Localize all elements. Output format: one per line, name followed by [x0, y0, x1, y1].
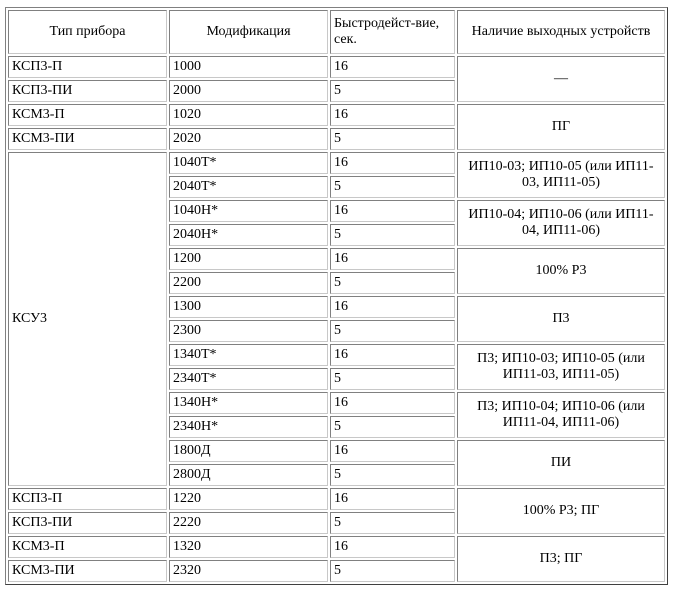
modification-cell: 1200 [169, 248, 328, 270]
speed-cell: 16 [330, 392, 455, 414]
output-devices-cell: ИП10-04; ИП10-06 (или ИП11-04, ИП11-06) [457, 200, 665, 246]
speed-cell: 5 [330, 560, 455, 582]
modification-cell: 2800Д [169, 464, 328, 486]
output-devices-cell: П3; ИП10-03; ИП10-05 (или ИП11-03, ИП11-05) [457, 344, 665, 390]
device-type-cell: КСП3-ПИ [8, 80, 167, 102]
speed-cell: 5 [330, 416, 455, 438]
speed-cell: 16 [330, 152, 455, 174]
device-type-cell: КСП3-П [8, 56, 167, 78]
modification-cell: 1220 [169, 488, 328, 510]
speed-cell: 16 [330, 536, 455, 558]
device-type-cell: КСМ3-ПИ [8, 560, 167, 582]
modification-cell: 2300 [169, 320, 328, 342]
device-type-cell: КСП3-ПИ [8, 512, 167, 534]
modification-cell: 2040Т* [169, 176, 328, 198]
output-devices-cell: П3 [457, 296, 665, 342]
speed-cell: 5 [330, 128, 455, 150]
speed-cell: 5 [330, 368, 455, 390]
table-row [8, 104, 665, 126]
speed-cell: 16 [330, 104, 455, 126]
modification-cell: 2340Н* [169, 416, 328, 438]
modification-cell: 1040Н* [169, 200, 328, 222]
output-devices-cell: — [457, 56, 665, 102]
output-devices-cell: ПИ [457, 440, 665, 486]
modification-cell: 2200 [169, 272, 328, 294]
modification-cell: 2020 [169, 128, 328, 150]
speed-cell: 16 [330, 488, 455, 510]
output-devices-cell: 100% Р3 [457, 248, 665, 294]
modification-cell: 2340Т* [169, 368, 328, 390]
modification-cell: 1000 [169, 56, 328, 78]
modification-cell: 1320 [169, 536, 328, 558]
header-row [8, 10, 665, 54]
speed-cell: 16 [330, 56, 455, 78]
device-spec-table [5, 7, 668, 585]
modification-cell: 2220 [169, 512, 328, 534]
modification-cell: 2040Н* [169, 224, 328, 246]
modification-cell: 1300 [169, 296, 328, 318]
header-device-type: Тип прибора [8, 10, 167, 54]
device-type-cell: КСП3-П [8, 488, 167, 510]
device-type-cell: КСМ3-П [8, 536, 167, 558]
speed-cell: 16 [330, 344, 455, 366]
output-devices-cell: П3; ИП10-04; ИП10-06 (или ИП11-04, ИП11-06) [457, 392, 665, 438]
output-devices-cell: П3; ПГ [457, 536, 665, 582]
device-type-cell: КСУ3 [8, 152, 167, 486]
speed-cell: 16 [330, 248, 455, 270]
modification-cell: 1340Т* [169, 344, 328, 366]
modification-cell: 1800Д [169, 440, 328, 462]
device-type-cell: КСМ3-ПИ [8, 128, 167, 150]
modification-cell: 1340Н* [169, 392, 328, 414]
output-devices-cell: 100% Р3; ПГ [457, 488, 665, 534]
speed-cell: 16 [330, 440, 455, 462]
modification-cell: 2320 [169, 560, 328, 582]
modification-cell: 1040Т* [169, 152, 328, 174]
output-devices-cell: ПГ [457, 104, 665, 150]
speed-cell: 16 [330, 200, 455, 222]
table-row [8, 536, 665, 558]
table-row [8, 152, 665, 174]
header-speed: Быстродейст-вие, сек. [330, 10, 455, 54]
speed-cell: 5 [330, 176, 455, 198]
header-output-devices: Наличие выходных устройств [457, 10, 665, 54]
speed-cell: 16 [330, 296, 455, 318]
modification-cell: 1020 [169, 104, 328, 126]
speed-cell: 5 [330, 272, 455, 294]
modification-cell: 2000 [169, 80, 328, 102]
device-type-cell: КСМ3-П [8, 104, 167, 126]
table-row [8, 56, 665, 78]
output-devices-cell: ИП10-03; ИП10-05 (или ИП11-03, ИП11-05) [457, 152, 665, 198]
header-modification: Модификация [169, 10, 328, 54]
speed-cell: 5 [330, 80, 455, 102]
speed-cell: 5 [330, 512, 455, 534]
speed-cell: 5 [330, 320, 455, 342]
speed-cell: 5 [330, 464, 455, 486]
table-row [8, 488, 665, 510]
speed-cell: 5 [330, 224, 455, 246]
